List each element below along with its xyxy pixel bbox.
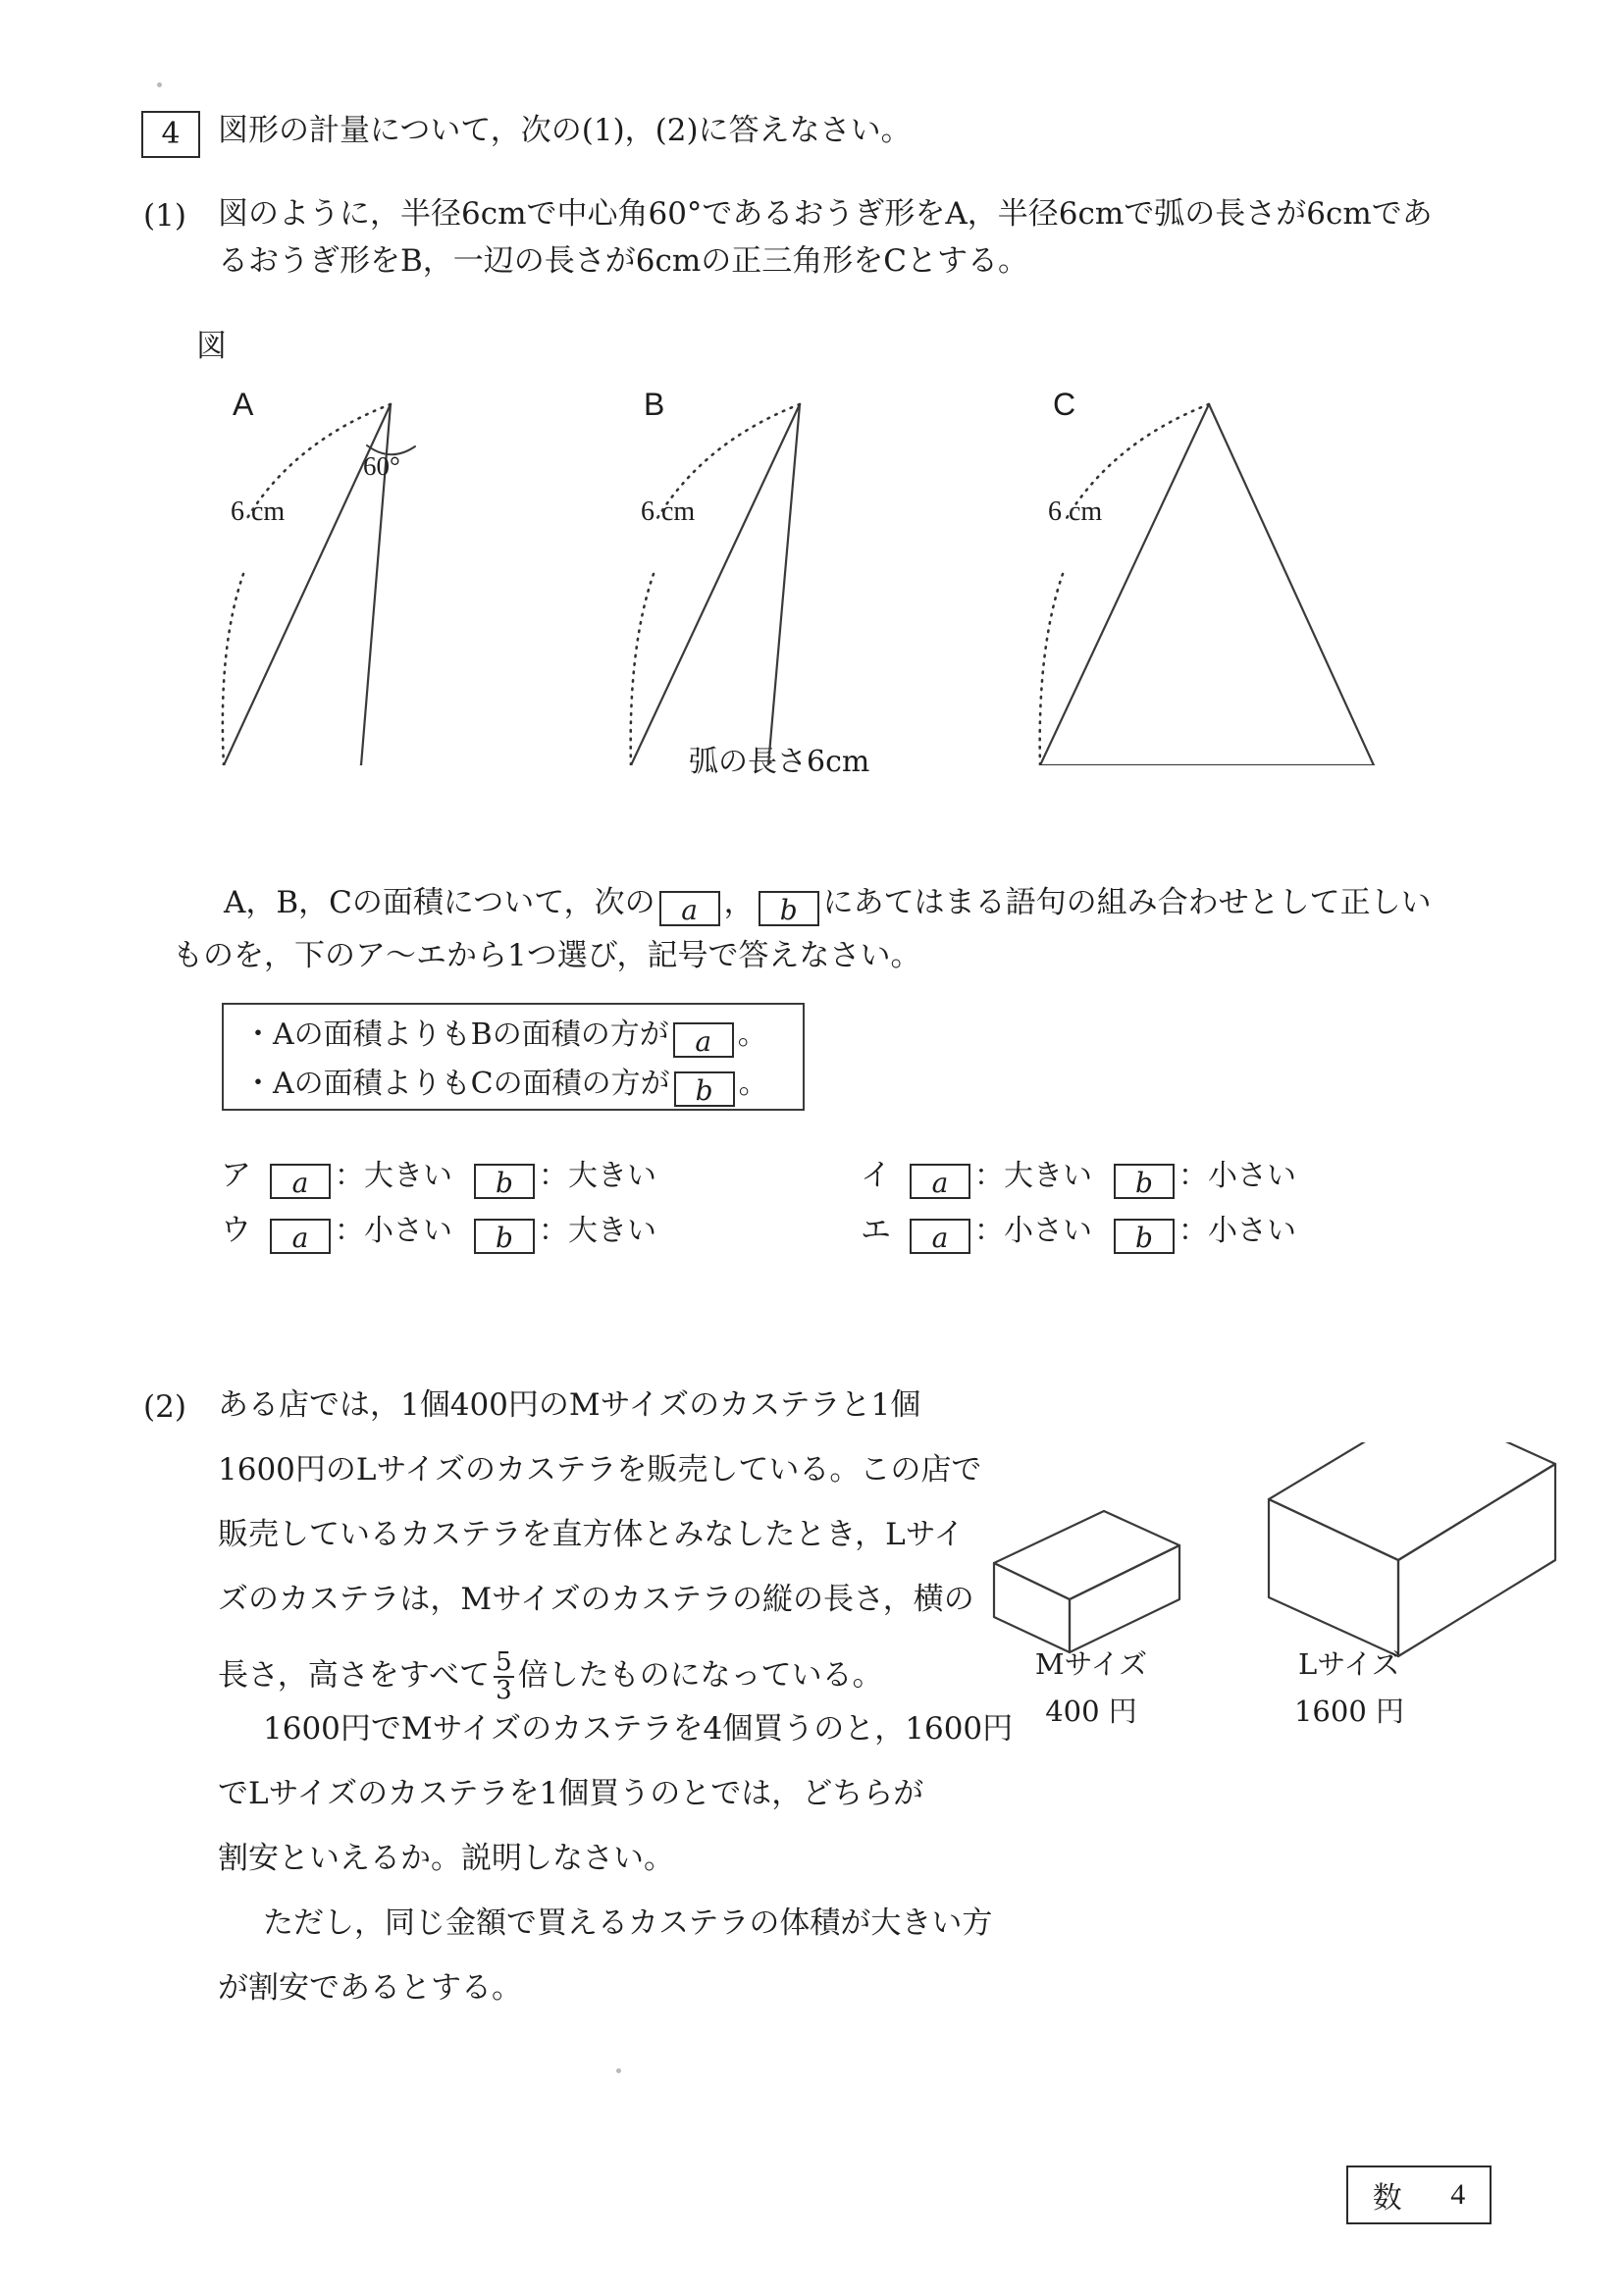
footer-subject: 数 — [1372, 2181, 1402, 2216]
choice-a-value-a: ：大きい — [335, 1159, 452, 1193]
choice-e-box-a: a — [910, 1219, 970, 1254]
choice-u-box-b: b — [474, 1219, 535, 1254]
question-2-line-9: ただし，同じ金額で買えるカステラの体積が大きい方 — [263, 1905, 993, 1941]
choice-u-value-b: ：大きい — [539, 1214, 656, 1248]
l-size-name: Lサイズ — [1298, 1647, 1400, 1681]
choice-a-box-a: a — [270, 1164, 331, 1199]
l-size-price: 1600 円 — [1293, 1695, 1405, 1728]
question-2-line-5 — [218, 1649, 883, 1705]
paper-speck — [157, 82, 162, 87]
choice-a[interactable] — [221, 1158, 656, 1199]
shape-label-a: A — [233, 387, 254, 422]
castella-boxes-figure — [967, 1442, 1575, 1668]
choice-e-box-b: b — [1114, 1219, 1175, 1254]
problem-number: 4 — [161, 117, 181, 151]
statement-1-text: ・Aの面積よりもBの面積の方が — [243, 1018, 669, 1052]
selection-comma: ， — [723, 885, 755, 920]
m-size-name: Mサイズ — [1034, 1647, 1148, 1681]
footer-page-number: 4 — [1450, 2178, 1466, 2211]
choice-e[interactable] — [861, 1213, 1296, 1254]
question-1-line-2: るおうぎ形をB，一辺の長さが6cmの正三角形をCとする。 — [218, 243, 1028, 279]
choice-i-key: イ — [861, 1158, 891, 1193]
choice-u-key: ウ — [221, 1213, 251, 1248]
question-1-label: (1) — [143, 198, 186, 234]
m-size-price: 400 円 — [1045, 1695, 1137, 1728]
statement-1-placeholder-a: a — [673, 1022, 734, 1058]
fraction-five-thirds — [494, 1649, 514, 1705]
question-2-line-1: ある店では，1個400円のMサイズのカステラと1個 — [218, 1387, 921, 1423]
placeholder-box-a: a — [659, 891, 720, 926]
question-2-line-8: 割安といえるか。説明しなさい。 — [218, 1841, 674, 1876]
choice-i-value-b: ：小さい — [1178, 1159, 1296, 1193]
question-2-line-2: 1600円のLサイズのカステラを販売している。この店で — [218, 1452, 982, 1487]
question-2-line-4: ズのカステラは，Mサイズのカステラの縦の長さ，横の — [218, 1582, 974, 1617]
question-1-line-1: 図のように，半径6cmで中心角60°であるおうぎ形をA，半径6cmで弧の長さが6cmであ — [218, 196, 1433, 232]
choice-a-key: ア — [221, 1158, 251, 1193]
statement-1 — [243, 1020, 767, 1058]
paper-speck — [616, 2068, 621, 2073]
choice-i[interactable] — [861, 1158, 1296, 1199]
statement-2 — [243, 1067, 768, 1107]
question-2-line-3: 販売しているカステラを直方体とみなしたとき，Lサイ — [218, 1517, 965, 1552]
fraction-denominator: 3 — [496, 1676, 512, 1706]
choice-a-value-b: ：大きい — [539, 1159, 656, 1193]
problem-heading: 図形の計量について，次の(1)，(2)に答えなさい。 — [218, 113, 912, 148]
side-label-c: 6 cm — [1048, 496, 1103, 527]
angle-label-a: 60° — [363, 451, 400, 481]
dotted-leader-a-lower — [223, 574, 243, 765]
statement-2-text: ・Aの面積よりもCの面積の方が — [243, 1067, 670, 1101]
dotted-leader-b-upper — [657, 404, 800, 518]
shape-label-b: B — [644, 387, 665, 422]
statement-2-placeholder-b: b — [674, 1071, 735, 1107]
dotted-leader-c-lower — [1040, 574, 1063, 765]
l-size-cuboid — [1269, 1442, 1555, 1656]
selection-text-post: にあてはまる語句の組み合わせとして正しい — [822, 885, 1432, 920]
choice-u-value-a: ：小さい — [335, 1214, 452, 1248]
choice-e-value-a: ：小さい — [974, 1214, 1092, 1248]
radius-label-b: 6 cm — [641, 496, 696, 527]
question-2-line-7: でLサイズのカステラを1個買うのとでは，どちらが — [218, 1776, 924, 1811]
figure-caption: 図 — [196, 329, 227, 364]
question-2-label: (2) — [143, 1389, 186, 1425]
placeholder-box-b: b — [759, 891, 819, 926]
question-2-line-10: が割安であるとする。 — [218, 1970, 522, 2006]
problem-number-box — [141, 111, 200, 158]
question-2-line-5-pre: 長さ，高さをすべて — [218, 1657, 491, 1694]
choice-i-box-b: b — [1114, 1164, 1175, 1199]
radius-label-a: 6 cm — [231, 496, 286, 527]
choice-u-box-a: a — [270, 1219, 331, 1254]
choice-i-box-a: a — [910, 1164, 970, 1199]
choice-a-box-b: b — [474, 1164, 535, 1199]
selection-sentence-line-2: ものを，下のア〜エから1つ選び，記号で答えなさい。 — [173, 938, 921, 973]
choice-i-value-a: ：大きい — [974, 1159, 1092, 1193]
question-2-line-5-post: 倍したものになっている。 — [517, 1657, 883, 1694]
selection-sentence-line-1 — [224, 885, 1432, 926]
dotted-leader-b-lower — [631, 574, 654, 765]
m-size-cuboid — [994, 1511, 1179, 1652]
arc-length-label: 弧の長さ6cm — [689, 745, 870, 779]
choice-e-value-b: ：小さい — [1178, 1214, 1296, 1248]
footer-box — [1346, 2166, 1492, 2224]
choice-e-key: エ — [861, 1213, 891, 1248]
choice-u[interactable] — [221, 1213, 656, 1254]
fraction-numerator: 5 — [496, 1647, 512, 1677]
selection-text-pre: A，B，Cの面積について，次の — [224, 885, 655, 920]
statement-1-period: 。 — [737, 1018, 767, 1052]
dotted-leader-c-upper — [1067, 404, 1209, 518]
shape-label-c: C — [1053, 387, 1076, 422]
question-2-line-6: 1600円でMサイズのカステラを4個買うのと，1600円 — [263, 1711, 1014, 1747]
statement-2-period: 。 — [738, 1067, 768, 1101]
geometry-figure — [0, 353, 1623, 765]
